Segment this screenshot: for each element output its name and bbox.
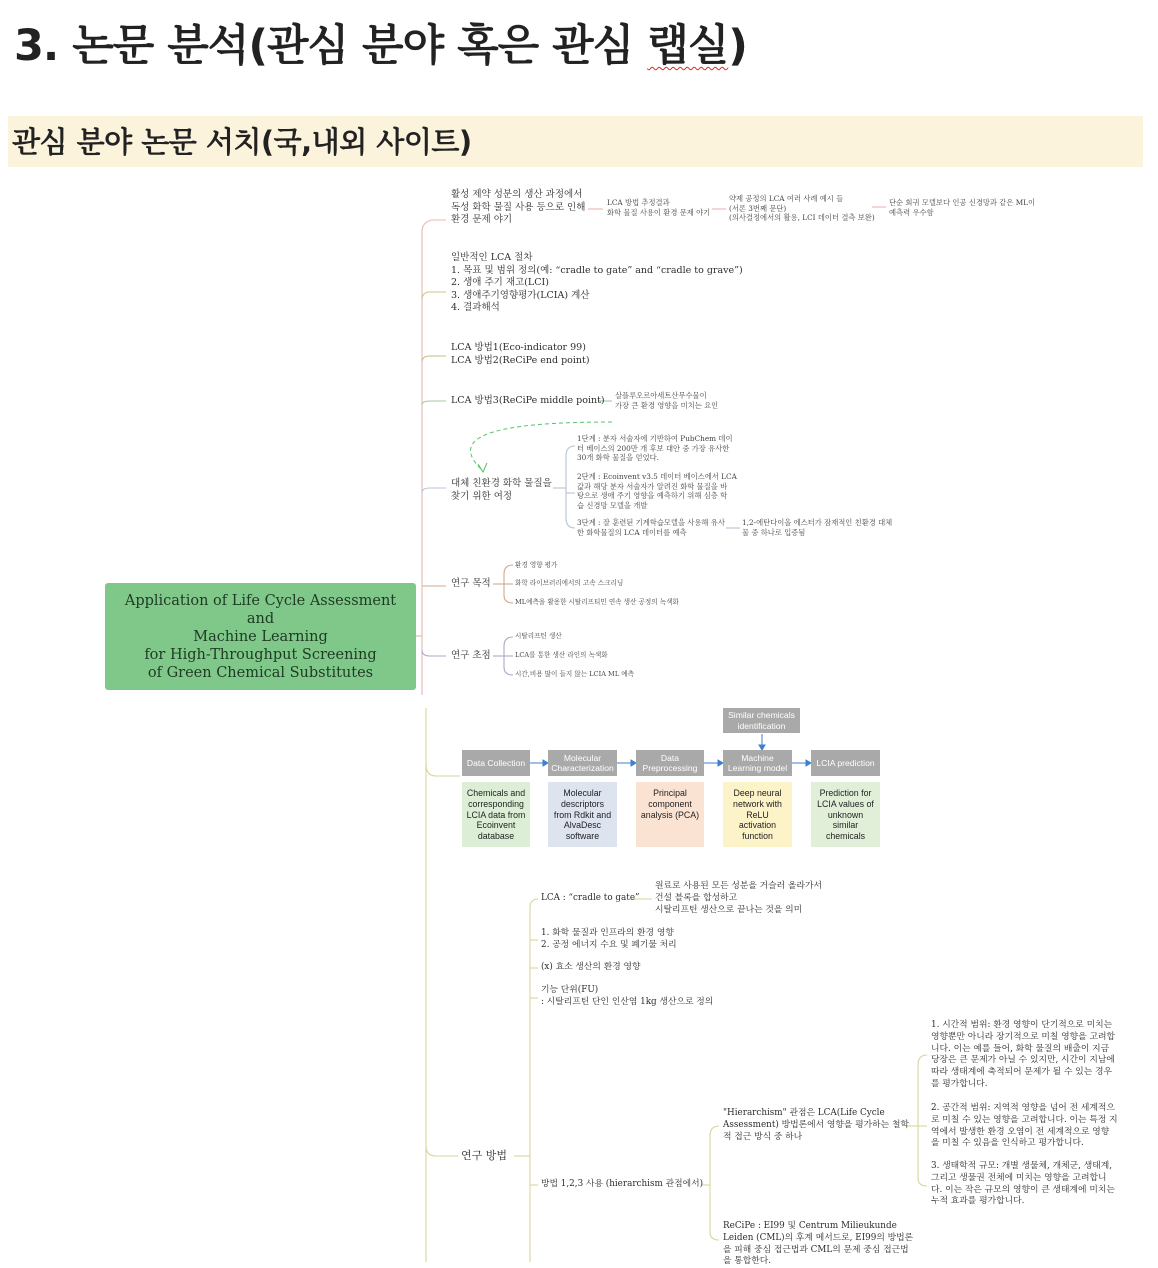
pipeline-step-header: Data Preprocessing	[636, 750, 704, 776]
root-topic-node[interactable]: Application of Life Cycle Assessment and Machine Learning for High-Throughput Screening of Green Chemical Substitutes	[105, 583, 416, 690]
pipeline-step-header: Molecular Characterization	[548, 750, 617, 776]
step-3-node[interactable]: 3단계 : 잘 훈련된 기계학습모델을 사용해 유사 한 화학물질의 LCA 데이터를 예측	[577, 518, 725, 537]
lca-cradle-note[interactable]: 원료로 사용된 모든 성분을 거슬러 올라가서 건설 블록을 합성하고 시탈리프틴 생산으로 끝나는 것을 의미	[655, 881, 822, 915]
branch-lca-method-3[interactable]: LCA 방법3(ReCiPe middle point)	[451, 395, 605, 406]
focus-item[interactable]: LCA를 통한 생산 라인의 녹색화	[515, 651, 608, 659]
branch-ml-predictive[interactable]: 단순 회귀 모델보다 인공 신경망과 같은 ML이 예측력 우수함	[889, 198, 1036, 217]
branch-research-purpose[interactable]: 연구 목적	[451, 578, 491, 589]
hierarchism-definition[interactable]: "Hierarchism" 관점은 LCA(Life Cycle Assessment) 방법론에서 영향을 평가하는 철학 적 접근 방식 중 하나	[723, 1108, 909, 1142]
pipeline-step-header: Machine Learning model	[723, 750, 792, 776]
branch-research-focus[interactable]: 연구 초점	[451, 650, 491, 661]
hierarchism-point-2[interactable]: 2. 공간적 범위: 지역적 영향을 넘어 전 세계적으 로 미칠 수 있는 영향을 고려합니다. 이는 특정 지 역에서 발생한 환경 오염이 전 세계적으로 영향 을 미칠 수 있음을 인식하고 평가합니다.	[931, 1103, 1118, 1149]
focus-item[interactable]: 시간,비용 많이 들지 않는 LCIA ML 예측	[515, 670, 635, 678]
page-title: 3. 논문 분석(관심 분야 혹은 관심 랩실)	[14, 21, 747, 71]
hierarchism-point-1[interactable]: 1. 시간적 범위: 환경 영향이 단기적으로 미치는 영향뿐만 아니라 장기적으로 미칠 영향을 고려합 니다. 이는 예를 들어, 화학 물질의 배출이 지금 당장은 큰 문제가 아닐 수 있지만, 시간이 지남에 따라 생태계에 축적되어 문제가 될 수 있는 경우 를 평가합니다.	[931, 1020, 1115, 1089]
step-1-node[interactable]: 1단계 : 분자 서술자에 기반하여 PubChem 데이 터 베이스의 200만 개 후보 대안 중 가장 유사한 30개 화학 물질을 얻었다.	[577, 434, 733, 463]
section-heading: 관심 분야 논문 서치(국,내외 사이트)	[12, 125, 472, 159]
recipe-definition[interactable]: ReCiPe : EI99 및 Centrum Milieukunde Leiden (CML)의 후계 메서드로, EI99의 방법론 을 피해 중심 접근법과 CML의 문제 중심 접근법 을 통합한다.	[723, 1221, 914, 1267]
pipeline-step-body: Prediction for LCIA values of unknown similar chemicals	[811, 782, 880, 847]
focus-item[interactable]: 시탈리프틴 생산	[515, 632, 562, 640]
branch-green-journey[interactable]: 대체 친환경 화학 물질을 찾기 위한 여정	[451, 478, 552, 502]
functional-unit[interactable]: 기능 단위(FU) : 시탈리프틴 단인 인산염 1kg 생산으로 정의	[541, 985, 714, 1007]
branch-lca-methods-1-2[interactable]: LCA 방법1(Eco-indicator 99) LCA 방법2(ReCiPe end point)	[451, 342, 590, 366]
purpose-item[interactable]: 환경 영향 평가	[515, 561, 558, 569]
pipeline-step-header: LCIA prediction	[811, 750, 880, 776]
pipeline-step-body: Chemicals and corresponding LCIA data from Ecoinvent database	[462, 782, 530, 847]
purpose-item[interactable]: 화학 라이브러리에서의 고속 스크리닝	[515, 579, 624, 587]
spellcheck-flagged-word[interactable]: 랩실	[647, 21, 729, 71]
branch-lca-cases[interactable]: 약제 공정의 LCA 여러 사례 예시 들 (서론 3번째 문단) (의사결정에서의 활용, LCI 데이터 결측 보완)	[729, 194, 875, 223]
pipeline-step-body: Molecular descriptors from Rdkit and AlvaDesc software	[548, 782, 617, 847]
hierarchism-point-3[interactable]: 3. 생태학적 규모: 개별 생물체, 개체군, 생태계, 그리고 생물권 전체에 미치는 영향을 고려합니 다. 이는 작은 규모의 영향이 큰 생태계에 미치는 누적 효과를 평가합니다.	[931, 1161, 1115, 1207]
branch-research-methods[interactable]: 연구 방법	[461, 1149, 508, 1162]
branch-lca-result[interactable]: LCA 방법 추정결과 화학 물질 사용이 환경 문제 야기	[607, 198, 711, 217]
methods-hierarchism[interactable]: 방법 1,2,3 사용 (hierarchism 관점에서)	[541, 1179, 704, 1189]
scope-list[interactable]: 1. 화학 물질과 인프라의 환경 영향 2. 공정 에너지 수요 및 폐기물 처리	[541, 928, 677, 950]
purpose-item[interactable]: ML예측을 활용한 시탈리프티민 연속 생산 공정의 녹색화	[515, 598, 679, 606]
excluded-item[interactable]: (x) 효소 생산의 환경 영향	[541, 962, 641, 972]
lca-cradle-to-gate[interactable]: LCA : “cradle to gate”	[541, 893, 640, 903]
step-3-result[interactable]: 1,2-에탄다이올 에스터가 잠재적인 친환경 대체 물 중 하나로 입증됨	[742, 518, 893, 537]
pipeline-similar-chemicals: Similar chemicals identification	[723, 708, 800, 733]
pipeline-step-body: Principal component analysis (PCA)	[636, 782, 704, 847]
step-2-node[interactable]: 2단계 : Ecoinvent v3.5 데이터 베이스에서 LCA 값과 해당 분자 서술자가 알려진 화학 물질을 바 탕으로 생애 주기 영향을 예측하기 위해 심층 학 습 신경망 모델을 개발	[577, 472, 737, 510]
branch-lca-procedure[interactable]: 일반적인 LCA 절차 1. 목표 및 범위 정의(예: “cradle to gate” and “cradle to grave”) 2. 생애 주기 재고(LCI) 3. 생애주기영향평가(LCIA) 계산 4. 결과해석	[451, 252, 743, 313]
branch-main-factor[interactable]: 살플루오르아세트산무수물이 가장 큰 환경 영향을 미치는 요인	[615, 391, 719, 410]
pipeline-step-body: Deep neural network with ReLU activation function	[723, 782, 792, 847]
branch-environmental-issue[interactable]: 활성 제약 성분의 생산 과정에서 독성 화학 물질 사용 등으로 인해 환경 문제 야기	[451, 189, 586, 225]
pipeline-step-header: Data Collection	[462, 750, 530, 776]
